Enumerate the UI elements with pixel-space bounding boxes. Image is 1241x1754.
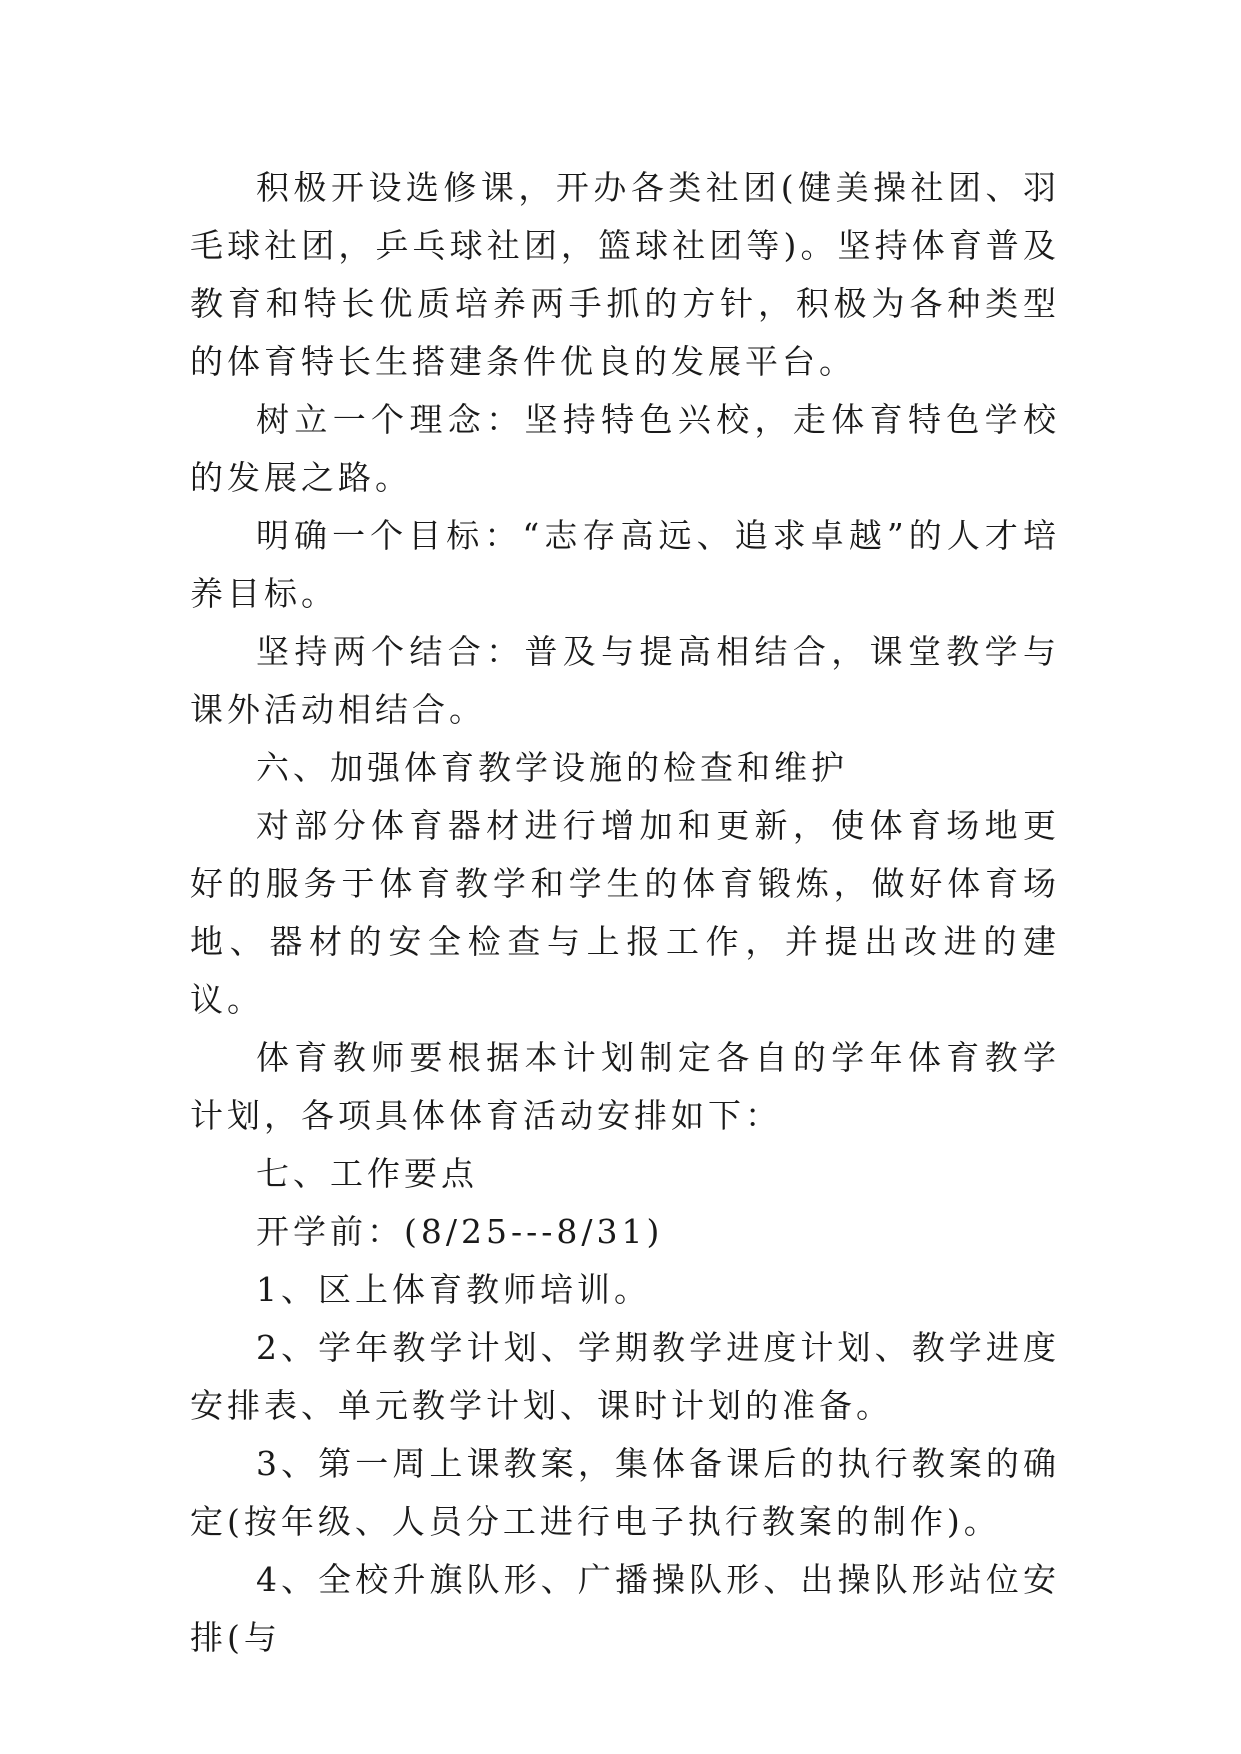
paragraph-goal: 明确一个目标：“志存高远、追求卓越”的人才培养目标。 (190, 516, 1060, 613)
paragraph-teacher-plans: 体育教师要根据本计划制定各自的学年体育教学计划，各项具体体育活动安排如下： (190, 1038, 1060, 1135)
paragraph-equipment: 对部分体育器材进行增加和更新，使体育场地更好的服务于体育教学和学生的体育锻炼，做好体育场地、器材的安全检查与上报工作，并提出改进的建议。 (190, 806, 1060, 1019)
document-body (190, 159, 1060, 1667)
list-item-4: 4、全校升旗队形、广播操队形、出操队形站位安排(与 (190, 1560, 1060, 1657)
list-item-1: 1、区上体育教师培训。 (256, 1270, 651, 1309)
paragraph-combinations: 坚持两个结合：普及与提高相结合，课堂教学与课外活动相结合。 (190, 632, 1060, 729)
section-heading-facilities: 六、加强体育教学设施的检查和维护 (256, 748, 848, 787)
list-item-3: 3、第一周上课教案，集体备课后的执行教案的确定(按年级、人员分工进行电子执行教案的制作)。 (190, 1444, 1060, 1541)
section-heading-work-points: 七、工作要点 (256, 1154, 478, 1193)
paragraph-philosophy: 树立一个理念：坚持特色兴校，走体育特色学校的发展之路。 (190, 400, 1060, 497)
paragraph-pre-term: 开学前：(8/25---8/31) (256, 1212, 664, 1251)
paragraph-clubs: 积极开设选修课，开办各类社团(健美操社团、羽毛球社团，乒乓球社团，篮球社团等)。坚持体育普及教育和特长优质培养两手抓的方针，积极为各种类型的体育特长生搭建条件优良的发展平台。 (190, 168, 1060, 381)
list-item-2: 2、学年教学计划、学期教学进度计划、教学进度安排表、单元教学计划、课时计划的准备。 (190, 1328, 1060, 1425)
